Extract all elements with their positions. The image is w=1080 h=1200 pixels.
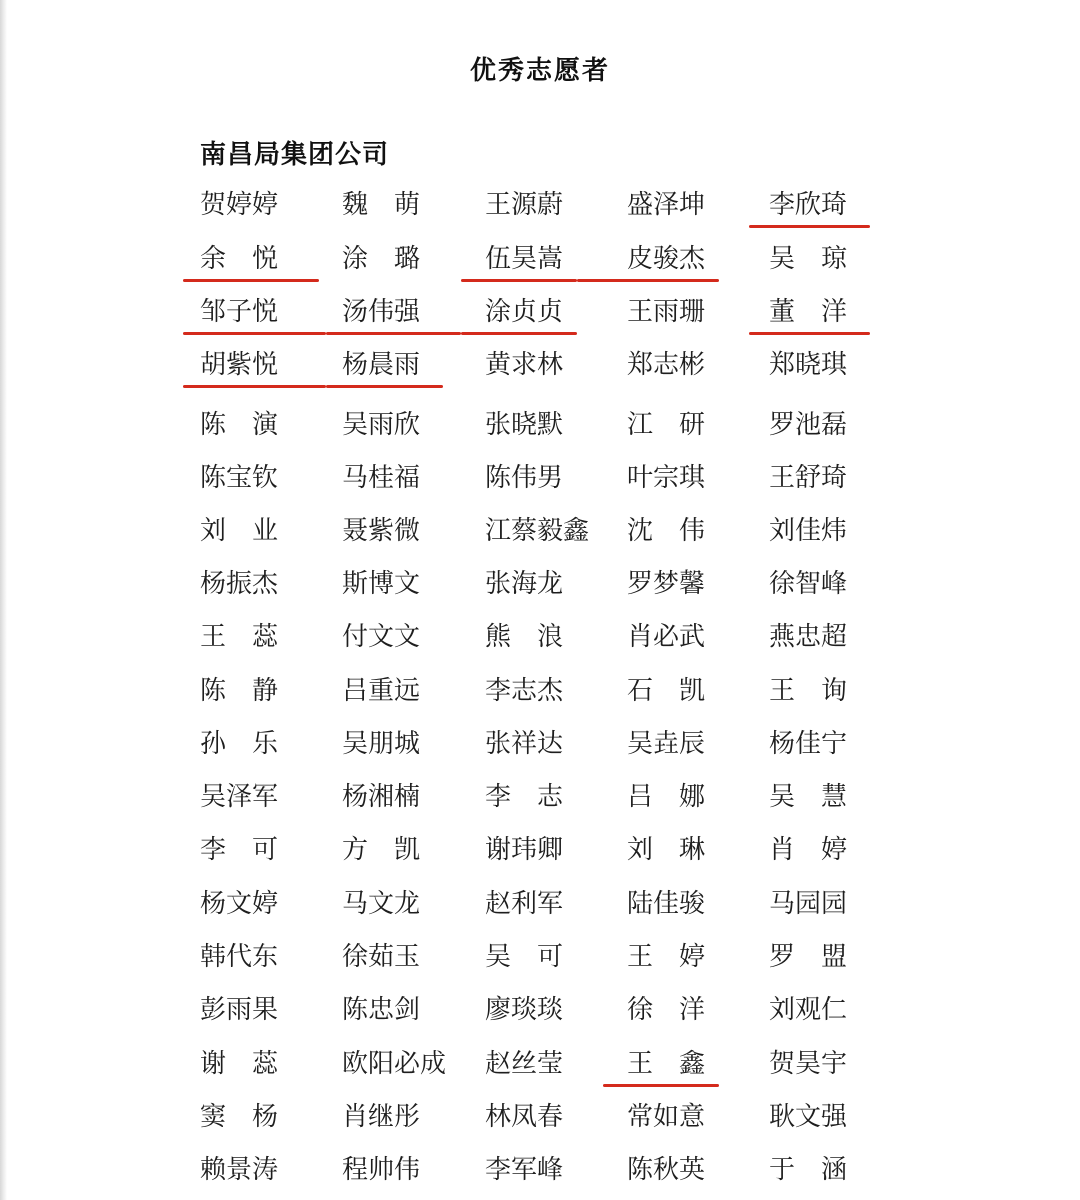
volunteer-name: 陈 静 xyxy=(200,676,279,706)
volunteer-name: 郑志彬 xyxy=(627,350,706,380)
volunteer-name: 王雨珊 xyxy=(627,297,706,327)
volunteer-name: 邹子悦 xyxy=(200,297,279,327)
red-underline-mark xyxy=(183,332,326,335)
volunteer-name: 杨文婷 xyxy=(200,889,279,919)
red-underline-mark xyxy=(461,279,577,282)
volunteer-name: 张祥达 xyxy=(485,729,564,759)
volunteer-name: 黄求林 xyxy=(485,350,564,380)
volunteer-name: 欧阳必成 xyxy=(342,1049,447,1079)
volunteer-name: 江 研 xyxy=(627,410,706,440)
volunteer-name: 徐茹玉 xyxy=(342,942,421,972)
volunteer-name: 马园园 xyxy=(769,889,848,919)
volunteer-name: 张海龙 xyxy=(485,569,564,599)
volunteer-name: 杨晨雨 xyxy=(342,350,421,380)
volunteer-name: 陆佳骏 xyxy=(627,889,706,919)
volunteer-name: 肖必武 xyxy=(627,622,706,652)
volunteer-name: 刘 业 xyxy=(200,516,279,546)
red-underline-mark xyxy=(326,332,461,335)
volunteer-name: 吴 慧 xyxy=(769,782,848,812)
volunteer-name: 魏 萌 xyxy=(342,190,421,220)
volunteer-name: 付文文 xyxy=(342,622,421,652)
volunteer-name: 耿文强 xyxy=(769,1102,848,1132)
volunteer-name: 李 志 xyxy=(485,782,564,812)
volunteer-name: 彭雨果 xyxy=(200,995,279,1025)
volunteer-name: 王舒琦 xyxy=(769,463,848,493)
volunteer-name: 陈秋英 xyxy=(627,1155,706,1185)
volunteer-name: 谢 蕊 xyxy=(200,1049,279,1079)
volunteer-name: 王 蕊 xyxy=(200,622,279,652)
volunteer-name: 徐智峰 xyxy=(769,569,848,599)
volunteer-name: 赵丝莹 xyxy=(485,1049,564,1079)
volunteer-name: 赵利军 xyxy=(485,889,564,919)
volunteer-name: 叶宗琪 xyxy=(627,463,706,493)
volunteer-name: 常如意 xyxy=(627,1102,706,1132)
volunteer-name: 赖景涛 xyxy=(200,1155,279,1185)
red-underline-mark xyxy=(326,385,443,388)
volunteer-name: 窦 杨 xyxy=(200,1102,279,1132)
volunteer-name: 王 婷 xyxy=(627,942,706,972)
red-underline-mark xyxy=(749,225,870,228)
volunteer-name: 涂贞贞 xyxy=(485,297,564,327)
volunteer-name: 杨振杰 xyxy=(200,569,279,599)
volunteer-name: 石 凯 xyxy=(627,676,706,706)
volunteer-name: 马文龙 xyxy=(342,889,421,919)
volunteer-name: 余 悦 xyxy=(200,244,279,274)
volunteer-name: 吴 可 xyxy=(485,942,564,972)
volunteer-name: 胡紫悦 xyxy=(200,350,279,380)
volunteer-name: 董 洋 xyxy=(769,297,848,327)
volunteer-name: 李军峰 xyxy=(485,1155,564,1185)
volunteer-name: 吴朋城 xyxy=(342,729,421,759)
volunteer-name: 江蔡毅鑫 xyxy=(485,516,590,546)
volunteer-name: 于 涵 xyxy=(769,1155,848,1185)
volunteer-name: 廖琰琰 xyxy=(485,995,564,1025)
volunteer-name: 孙 乐 xyxy=(200,729,279,759)
volunteer-name: 杨湘楠 xyxy=(342,782,421,812)
volunteer-name: 张晓默 xyxy=(485,410,564,440)
red-underline-mark xyxy=(461,332,577,335)
red-underline-mark xyxy=(603,1084,719,1087)
volunteer-name: 汤伟强 xyxy=(342,297,421,327)
volunteer-name: 伍昊嵩 xyxy=(485,244,564,274)
volunteer-name: 杨佳宁 xyxy=(769,729,848,759)
volunteer-name: 谢玮卿 xyxy=(485,835,564,865)
red-underline-mark xyxy=(183,279,319,282)
volunteer-name: 徐 洋 xyxy=(627,995,706,1025)
volunteer-name: 聂紫微 xyxy=(342,516,421,546)
volunteer-name: 盛泽坤 xyxy=(627,190,706,220)
document-title: 优秀志愿者 xyxy=(469,56,610,86)
volunteer-name: 肖继彤 xyxy=(342,1102,421,1132)
volunteer-name: 斯博文 xyxy=(342,569,421,599)
volunteer-name: 罗池磊 xyxy=(769,410,848,440)
volunteer-name: 肖 婷 xyxy=(769,835,848,865)
volunteer-name: 皮骏杰 xyxy=(627,244,706,274)
volunteer-name: 燕忠超 xyxy=(769,622,848,652)
volunteer-name: 韩代东 xyxy=(200,942,279,972)
volunteer-name: 陈伟男 xyxy=(485,463,564,493)
volunteer-name: 贺婷婷 xyxy=(200,190,279,220)
volunteer-name: 罗 盟 xyxy=(769,942,848,972)
volunteer-name: 郑晓琪 xyxy=(769,350,848,380)
volunteer-name: 陈忠剑 xyxy=(342,995,421,1025)
volunteer-name: 王 询 xyxy=(769,676,848,706)
volunteer-name: 李志杰 xyxy=(485,676,564,706)
section-heading: 南昌局集团公司 xyxy=(200,140,390,170)
volunteer-name: 吴雨欣 xyxy=(342,410,421,440)
volunteer-name: 陈 演 xyxy=(200,410,279,440)
volunteer-name: 吕重远 xyxy=(342,676,421,706)
red-underline-mark xyxy=(577,279,719,282)
volunteer-name: 涂 璐 xyxy=(342,244,421,274)
red-underline-mark xyxy=(749,332,870,335)
volunteer-name: 李 可 xyxy=(200,835,279,865)
red-underline-mark xyxy=(183,385,326,388)
volunteer-name: 方 凯 xyxy=(342,835,421,865)
volunteer-name: 刘佳炜 xyxy=(769,516,848,546)
volunteer-name: 马桂福 xyxy=(342,463,421,493)
volunteer-name: 沈 伟 xyxy=(627,516,706,546)
volunteer-name: 王 鑫 xyxy=(627,1049,706,1079)
volunteer-name: 刘 琳 xyxy=(627,835,706,865)
volunteer-name: 吴泽军 xyxy=(200,782,279,812)
volunteer-name: 贺昊宇 xyxy=(769,1049,848,1079)
volunteer-name: 吴 琼 xyxy=(769,244,848,274)
volunteer-name: 李欣琦 xyxy=(769,190,848,220)
volunteer-name: 程帅伟 xyxy=(342,1155,421,1185)
volunteer-name: 刘观仁 xyxy=(769,995,848,1025)
volunteer-name: 王源蔚 xyxy=(485,190,564,220)
volunteer-name: 熊 浪 xyxy=(485,622,564,652)
volunteer-name: 罗梦馨 xyxy=(627,569,706,599)
volunteer-name: 林凤春 xyxy=(485,1102,564,1132)
volunteer-name: 陈宝钦 xyxy=(200,463,279,493)
volunteer-name: 吕 娜 xyxy=(627,782,706,812)
volunteer-name: 吴垚辰 xyxy=(627,729,706,759)
